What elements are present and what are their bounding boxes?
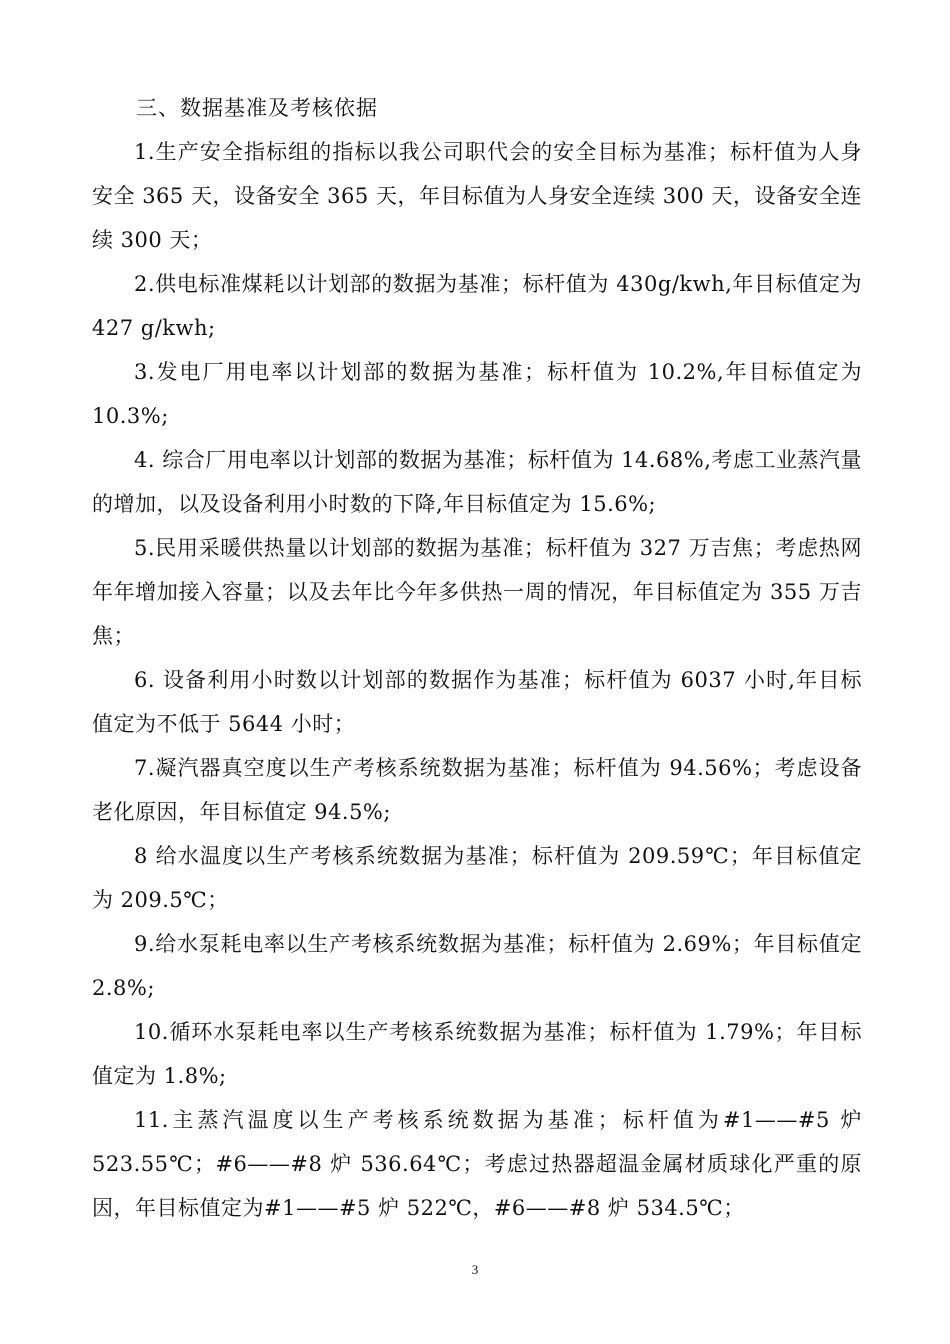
paragraph-8: 8 给水温度以生产考核系统数据为基准；标杆值为 209.59℃；年目标值定为 209.5℃； xyxy=(92,844,862,912)
page-number: 3 xyxy=(471,1262,479,1277)
paragraph-11: 11.主蒸汽温度以生产考核系统数据为基准；标杆值为#1——#5 炉 523.55℃；#6——#8 炉 536.64℃；考虑过热器超温金属材质球化严重的原因，年目标值定为#1——#5 炉 522℃，#6——#8 炉 534.5℃； xyxy=(92,1108,862,1220)
paragraph-6: 6. 设备利用小时数以计划部的数据作为基准；标杆值为 6037 小时,年目标值定为不低于 5644 小时； xyxy=(92,668,862,736)
section-heading: 三、数据基准及考核依据 xyxy=(136,96,378,120)
paragraph-3: 3.发电厂用电率以计划部的数据为基准；标杆值为 10.2%,年目标值定为 10.3%; xyxy=(92,360,862,428)
paragraph-4: 4. 综合厂用电率以计划部的数据为基准；标杆值为 14.68%,考虑工业蒸汽量的增加，以及设备利用小时数的下降,年目标值定为 15.6%; xyxy=(92,448,862,516)
paragraph-9: 9.给水泵耗电率以生产考核系统数据为基准；标杆值为 2.69%；年目标值定 2.8%; xyxy=(92,932,862,1000)
paragraph-10: 10.循环水泵耗电率以生产考核系统数据为基准；标杆值为 1.79%；年目标值定为 1.8%; xyxy=(92,1020,862,1088)
paragraph-2: 2.供电标准煤耗以计划部的数据为基准；标杆值为 430g/kwh,年目标值定为 427 g/kwh; xyxy=(92,272,862,340)
paragraph-7: 7.凝汽器真空度以生产考核系统数据为基准；标杆值为 94.56%；考虑设备老化原因，年目标值定 94.5%; xyxy=(92,756,862,824)
paragraph-1: 1.生产安全指标组的指标以我公司职代会的安全目标为基准；标杆值为人身安全 365 天，设备安全 365 天，年目标值为人身安全连续 300 天，设备安全连续 300 天； xyxy=(92,140,862,252)
paragraph-5: 5.民用采暖供热量以计划部的数据为基准；标杆值为 327 万吉焦；考虑热网年年增加接入容量；以及去年比今年多供热一周的情况，年目标值定为 355 万吉焦； xyxy=(92,536,862,648)
document-body xyxy=(92,86,862,1230)
